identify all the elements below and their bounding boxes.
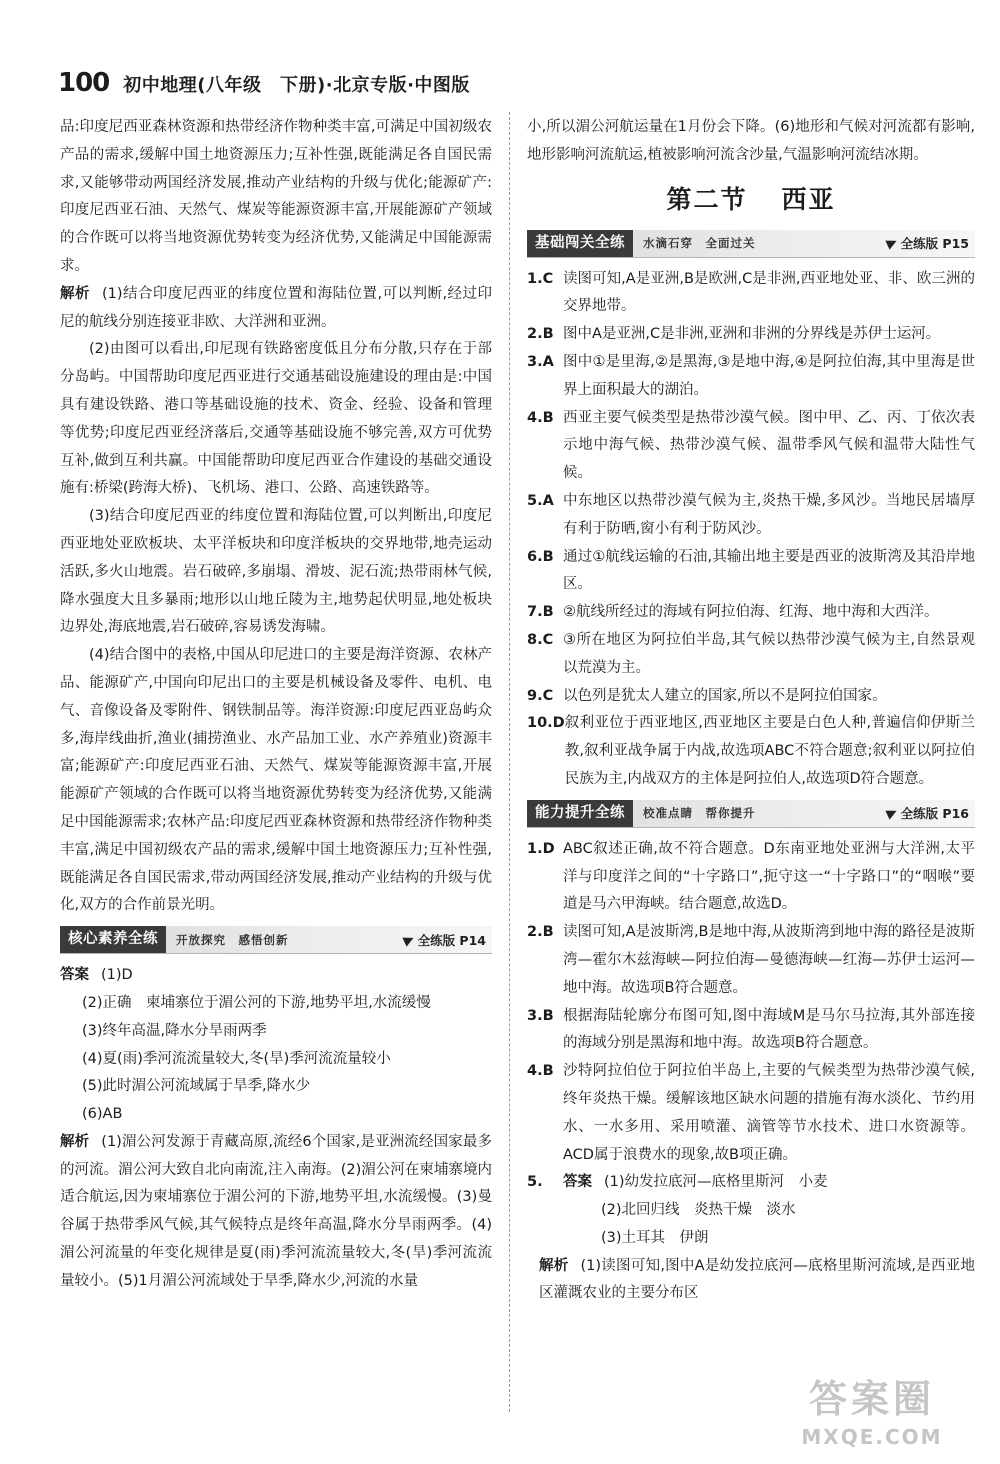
book-title: 初中地理(八年级 下册)·北京专版·中图版 xyxy=(123,75,470,96)
analysis-label: 解析 xyxy=(60,1133,90,1150)
bar-reference: 全练版 P15 xyxy=(887,234,969,252)
answer-item: 5.A 中东地区以热带沙漠气候为主,炎热干燥,多风沙。当地民居墙厚有利于防晒,窗小有利于防风沙。 xyxy=(527,492,975,537)
bar-subtitle: 开放探究 感悟创新 xyxy=(176,932,289,947)
left-column xyxy=(60,114,492,1296)
intro-paragraph: 品:印度尼西亚森林资源和热带经济作物种类丰富,可满足中国初级农产品的需求,缓解中国土地资源压力;互补性强,既能满足各自国民需求,又能够带动两国经济发展,推动产业结构的升级与优化;能源矿产:印度尼西亚石油、天然气、煤炭等能源资源丰富,开展能源矿产领域的合作既可以将当地资源优势转变为经济优势,又能满足中国能源需求。 xyxy=(60,119,492,274)
basic-answer-list xyxy=(527,266,975,794)
answer-item: 2.B 读图可知,A是波斯湾,B是地中海,从波斯湾到地中海的路径是波斯湾—霍尔木兹海峡—阿拉伯海—曼德海峡—红海—苏伊士运河—地中海。故选项B符合题意。 xyxy=(527,924,975,996)
answer-item: 6.B 通过①航线运输的石油,其输出地主要是西亚的波斯湾及其沿岸地区。 xyxy=(527,548,975,593)
answer-item: 4.B 西亚主要气候类型是热带沙漠气候。图中甲、乙、丙、丁依次表示地中海气候、热带沙漠气候、温带季风气候和温带大陆性气候。 xyxy=(527,409,975,482)
analysis-paragraph: 解析 (1)读图可知,图中A是幼发拉底河—底格里斯河流域,是西亚地区灌溉农业的主要分布区 xyxy=(539,1257,975,1302)
answer-item: 9.C 以色列是犹太人建立的国家,所以不是阿拉伯国家。 xyxy=(527,687,887,704)
site-watermark xyxy=(762,1374,982,1456)
page-number: 100 xyxy=(58,68,110,98)
answer-item: 2.B 图中A是亚洲,C是非洲,亚洲和非洲的分界线是苏伊士运河。 xyxy=(527,326,941,343)
watermark-logo-text: 答案圈 xyxy=(808,1377,935,1421)
answer-line: (3)土耳其 伊朗 xyxy=(601,1229,709,1246)
ability-practice-bar xyxy=(527,800,975,828)
basic-practice-bar xyxy=(527,230,975,258)
answer-item: 1.D ABC叙述正确,故不符合题意。D东南亚地处亚洲与大洋洲,太平洋与印度洋之间的“十字路口”,扼守这一“十字路口”的“咽喉”要道是马六甲海峡。结合题意,故选D。 xyxy=(527,840,975,913)
analysis-paragraph-3: (3)结合印度尼西亚的纬度位置和海陆位置,可以判断出,印度尼西亚地处亚欧板块、太平洋板块和印度洋板块的交界地带,地壳运动活跃,多火山地震。岩石破碎,多崩塌、滑坡、泥石流;热带雨林气候,降水强度大且多暴雨;地形以山地丘陵为主,地势起伏明显,地处板块边界处,海底地震,岩石破碎,容易诱发海啸。 xyxy=(60,508,492,636)
answer-item: 7.B ②航线所经过的海域有阿拉伯海、红海、地中海和大西洋。 xyxy=(527,604,939,621)
right-column xyxy=(527,114,975,1308)
answer-item: 3.A 图中①是里海,②是黑海,③是地中海,④是阿拉伯海,其中里海是世界上面积最大的湖泊。 xyxy=(527,353,975,398)
answer-item: 8.C ③所在地区为阿拉伯半岛,其气候以热带沙漠气候为主,自然景观以荒漠为主。 xyxy=(527,631,975,676)
answer-line: (3)终年高温,降水分旱雨两季 xyxy=(82,1022,267,1039)
page-header xyxy=(58,68,958,108)
answer-line: 答案 (1)D xyxy=(60,967,133,984)
bar-reference: 全练版 P16 xyxy=(887,804,969,822)
bar-title: 基础闯关全练 xyxy=(527,230,633,257)
analysis-paragraph-4: (4)结合图中的表格,中国从印尼进口的主要是海洋资源、农林产品、能源矿产,中国向印尼出口的主要是机械设备及零件、电机、电气、音像设备及零附件、钢铁制品等。海洋资源:印度尼西亚岛屿众多,海岸线曲折,渔业(捕捞渔业、水产品加工业、水产养殖业)资源丰富;能源矿产:印度尼西亚石油、天然气、煤炭等能源资源丰富,开展能源矿产领域的合作既可以将当地资源优势转变为经济优势,又能满足中国能源需求;农林产品:印度尼西亚森林资源和热带经济作物种类丰富,满足中国初级农产品的需求,缓解中国土地资源压力;互补性强,既能满足各自国民需求,带动两国经济发展,推动产业结构的升级与优化,双方的合作前景光明。 xyxy=(60,647,492,914)
answer-item: 3.B 根据海陆轮廓分布图可知,图中海域M是马尔马拉海,其外部连接的海域分别是黑海和地中海。故选项B符合题意。 xyxy=(527,1007,975,1052)
answer-line: (5)此时湄公河流域属于旱季,降水少 xyxy=(82,1078,311,1095)
bar-subtitle: 水滴石穿 全面过关 xyxy=(643,236,756,251)
answer-item: 1.C 读图可知,A是亚洲,B是欧洲,C是非洲,西亚地处亚、非、欧三洲的交界地带。 xyxy=(527,270,975,315)
paper-plane-icon xyxy=(885,236,898,249)
section-number: 第二节 xyxy=(666,184,748,214)
answer-line: (2)正确 柬埔寨位于湄公河的下游,地势平坦,水流缓慢 xyxy=(82,994,431,1011)
paper-plane-icon xyxy=(885,807,898,820)
analysis-label: 解析 xyxy=(60,285,90,302)
answer-line: (2)北回归线 炎热干燥 淡水 xyxy=(601,1202,796,1219)
answer-item: 4.B 沙特阿拉伯位于阿拉伯半岛上,主要的气候类型为热带沙漠气候,终年炎热干燥。缓解该地区缺水问题的措施有海水淡化、节约用水、一水多用、采用喷灌、滴管等节水技术、进口水资源等。ACD属于浪费水的现象,故B项正确。 xyxy=(527,1063,975,1163)
ability-answer-list xyxy=(527,836,975,1309)
answer-item: 5. 答案 (1)幼发拉底河—底格里斯河 小麦 xyxy=(527,1174,828,1191)
section-name: 西亚 xyxy=(781,184,836,214)
answer-label: 答案 xyxy=(60,967,89,984)
bar-subtitle: 校准点睛 帮你提升 xyxy=(643,806,756,821)
continued-paragraph: 小,所以湄公河航运量在1月份会下降。(6)地形和气候对河流都有影响,地形影响河流航运,植被影响河流含沙量,气温影响河流结冰期。 xyxy=(527,119,975,163)
answer-line: (6)AB xyxy=(82,1106,123,1123)
analysis-paragraph-2: (2)由图可以看出,印尼现有铁路密度低且分布分散,只存在于部分岛屿。中国帮助印度尼西亚进行交通基础设施建设的理由是:中国具有建设铁路、港口等基础设施的技术、资金、经验、设备和管理等优势;印度尼西亚经济落后,交通等基础设施不够完善,双方可优势互补,做到互利共赢。中国能帮助印度尼西亚合作建设的基础交通设施有:桥梁(跨海大桥)、飞机场、港口、公路、高速铁路等。 xyxy=(60,341,492,497)
column-divider xyxy=(509,112,511,1412)
answer-label: 答案 xyxy=(563,1174,592,1191)
analysis-paragraph-5: 解析 (1)湄公河发源于青藏高原,流经6个国家,是亚洲流经国家最多的河流。湄公河大致自北向南流,注入南海。(2)湄公河在柬埔寨境内适合航运,因为柬埔寨位于湄公河的下游,地势平坦,水流缓慢。(3)曼谷属于热带季风气候,其气候特点是终年高温,降水分旱雨两季。(4)湄公河流量的年变化规律是夏(雨)季河流流量较大,冬(旱)季河流流量较小。(5)1月湄公河流域处于旱季,降水少,河流的水量 xyxy=(60,1133,493,1289)
core-literacy-bar xyxy=(60,926,492,954)
analysis-paragraph-1: 解析 (1)结合印度尼西亚的纬度位置和海陆位置,可以判断,经过印尼的航线分别连接亚非欧、大洋洲和亚洲。 xyxy=(60,285,492,330)
bar-title: 核心素养全练 xyxy=(60,926,166,953)
section-heading xyxy=(527,180,975,216)
watermark-url: MXQE.COM xyxy=(801,1425,943,1449)
paper-plane-icon xyxy=(402,933,415,946)
bar-reference: 全练版 P14 xyxy=(404,931,486,949)
bar-title: 能力提升全练 xyxy=(527,800,633,827)
answer-line: (4)夏(雨)季河流流量较大,冬(旱)季河流流量较小 xyxy=(82,1050,391,1067)
analysis-label: 解析 xyxy=(539,1257,569,1274)
answer-item: 10.D 叙利亚位于西亚地区,西亚地区主要是白色人种,普遍信仰伊斯兰教,叙利亚战争属于内战,故选项ABC不符合题意;叙利亚以阿拉伯民族为主,内战双方的主体是阿拉伯人,故选项D符合题意。 xyxy=(527,715,975,787)
